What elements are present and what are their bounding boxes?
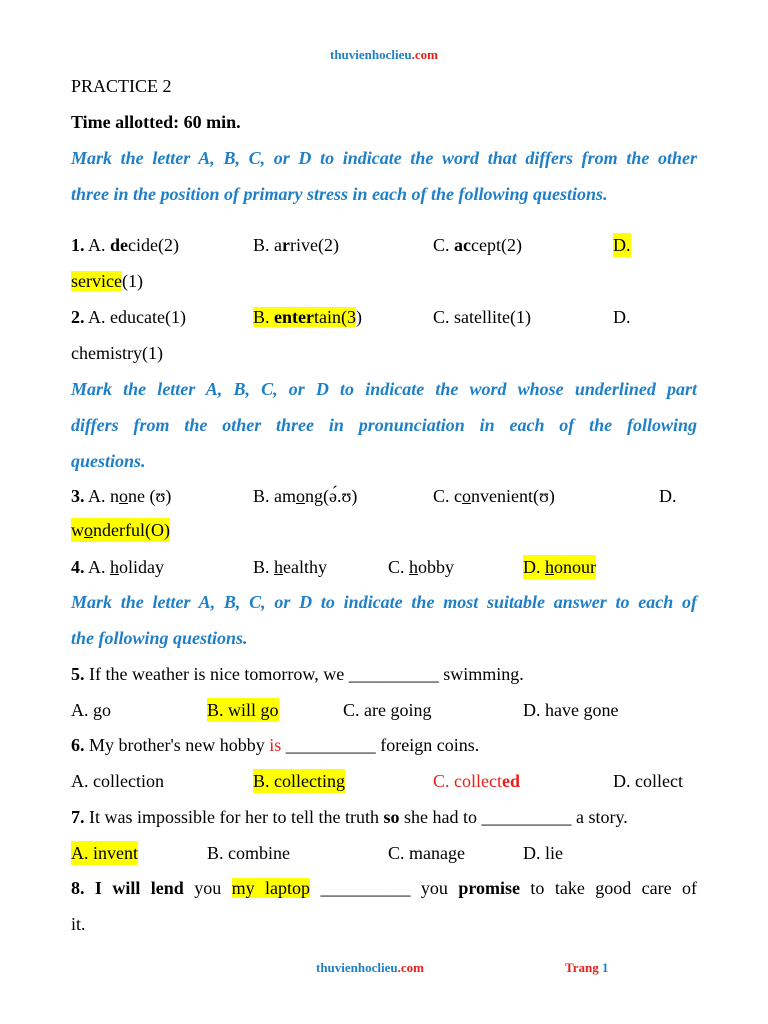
q4-option-d: D. honour [523,557,596,577]
section3-instruction-line2: the following questions. [71,628,248,648]
q3-option-a: 3. A. none (ʊ) [71,486,172,506]
footer-site: thuvienhoclieu.com [316,960,424,975]
q5-stem: 5. If the weather is nice tomorrow, we __________ swimming. [71,664,524,684]
q7-option-b: B. combine [207,843,290,863]
page-header [0,47,768,63]
q6-stem: 6. My brother's new hobby is __________ foreign coins. [71,735,480,755]
header-site-domain: .com [411,47,438,62]
q5-option-c: C. are going [343,700,432,720]
q2-option-d-word: chemistry(1) [71,343,163,363]
q3-option-c: C. convenient(ʊ) [433,486,555,506]
q5-option-a: A. go [71,700,111,720]
header-site-name: thuvienhoclieu [330,47,412,62]
section2-instruction-line3: questions. [71,451,146,471]
q7-stem: 7. It was impossible for her to tell the truth so she had to __________ a story. [71,807,628,827]
section3-instruction-line1: Mark the letter A, B, C, or D to indicate the most suitable answer to each of [71,592,697,612]
q4-option-c: C. hobby [388,557,455,577]
q7-option-c: C. manage [388,843,465,863]
q4-option-a: 4. A. holiday [71,557,165,577]
q6-option-b: B. collecting [253,771,345,791]
section1-instruction-line2: three in the position of primary stress in each of the following questions. [71,184,608,204]
q1-option-b: B. arrive(2) [253,235,339,255]
q8-stem: 8. I will lend you my laptop __________ you promise to take good care of [71,878,698,898]
q6-option-a: A. collection [71,771,164,791]
q4-option-b: B. healthy [253,557,327,577]
q2-option-c: C. satellite(1) [433,307,531,327]
q5-option-b: B. will go [207,700,279,720]
q2-option-d-label: D. [613,307,631,327]
q5-option-d: D. have gone [523,700,619,720]
q3-option-b: B. among(ə́.ʊ) [253,486,358,506]
q3-option-d-word: wonderful(O) [71,520,170,540]
q7-option-d: D. lie [523,843,563,863]
q6-option-d: D. collect [613,771,683,791]
q3-option-d-label: D. [659,486,677,506]
practice-title: PRACTICE 2 [71,76,172,96]
footer-page-number: Trang 1 [565,960,609,975]
time-allotted: Time allotted: 60 min. [71,112,241,132]
q7-option-a: A. invent [71,843,138,863]
section2-instruction-line2: differs from the other three in pronunciation in each of the following [71,415,697,435]
q6-option-c: C. collected [433,771,520,791]
section1-instruction-line1: Mark the letter A, B, C, or D to indicate the word that differs from the other [71,148,697,168]
q1-option-c: C. accept(2) [433,235,522,255]
q8-stem-continuation: it. [71,914,86,934]
q1-option-d-word: service(1) [71,271,143,291]
q1-option-a: 1. A. decide(2) [71,235,179,255]
q2-option-b: B. entertain(3) [253,307,362,327]
section2-instruction-line1: Mark the letter A, B, C, or D to indicate the word whose underlined part [71,379,697,399]
q1-option-d-label: D. [613,235,631,255]
q2-option-a: 2. A. educate(1) [71,307,186,327]
